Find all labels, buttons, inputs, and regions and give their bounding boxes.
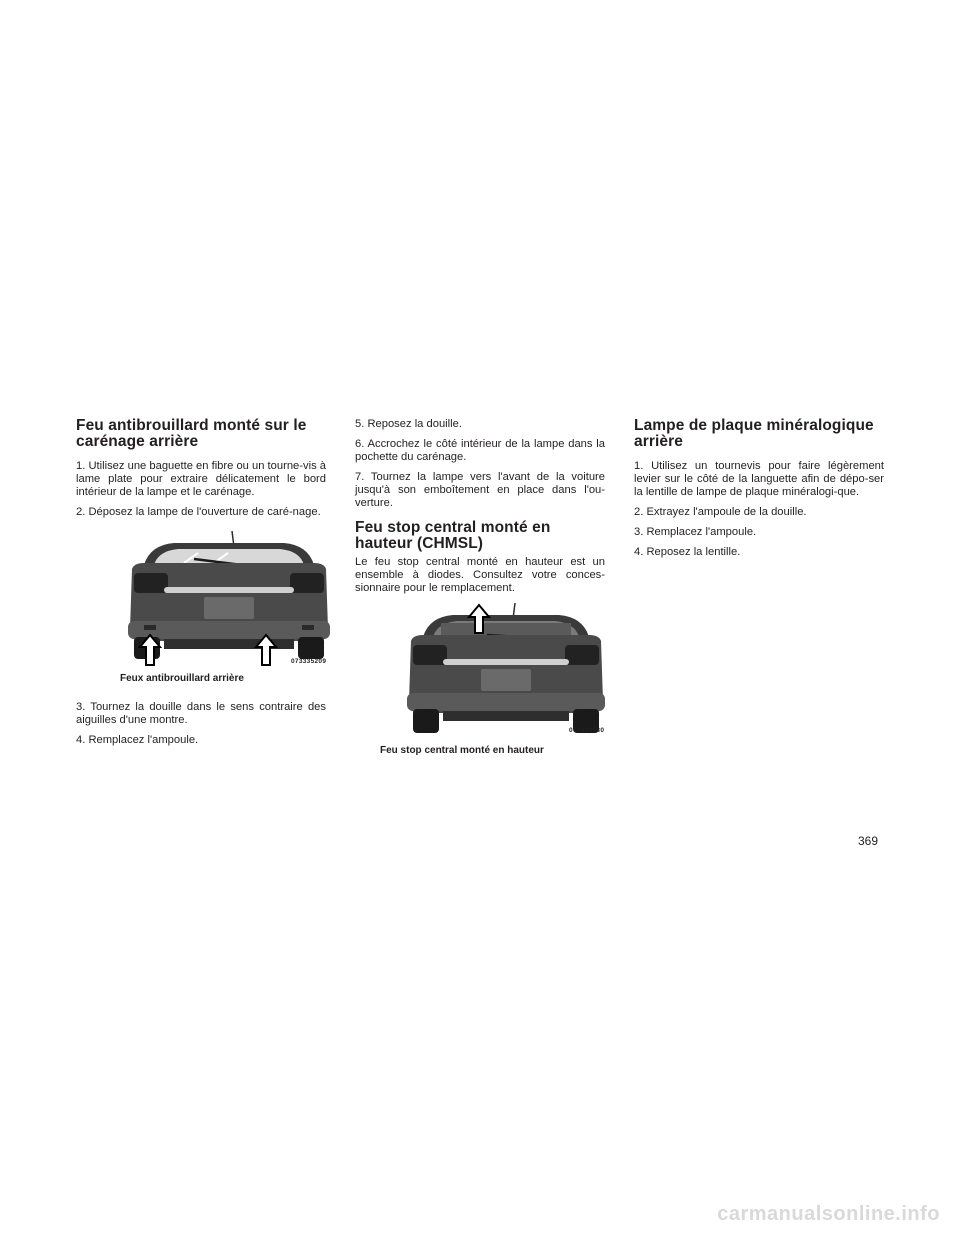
step-1-text: 1. Utilisez une baguette en fibre ou un tourne-vis à lame plate pour extraire délicatement le bord intérieur de la lampe et le carénage. [76,460,327,498]
figure-rear-fog-lamps [124,529,334,671]
step-6-text: 6. Accrochez le côté intérieur de la lampe dans la pochette du carénage. [355,438,605,463]
step-5-text: 5. Reposez la douille. [355,418,462,430]
watermark: carmanualsonline.info [717,1203,940,1225]
suv-rear-fog-illustration [124,529,334,671]
figure-number: 073310730 [569,727,605,734]
page-number: 369 [858,834,879,848]
figure-caption: Feux antibrouillard arrière [120,673,244,684]
step-4-text: 4. Remplacez l'ampoule. [76,734,199,746]
figure-caption: Feu stop central monté en hauteur [380,745,544,756]
chmsl-description: Le feu stop central monté en hauteur est un ensemble à diodes. Consultez votre conces-sionnaire pour le remplacement. [355,556,605,594]
step-2-text: 2. Déposez la lampe de l'ouverture de caré-nage. [76,506,321,518]
section-heading-rear-fog-lamp: Feu antibrouillard monté sur le carénage arrière [76,417,307,450]
step-7-text: 7. Tournez la lampe vers l'avant de la voiture jusqu'à son emboîtement en place dans l'ou-verture. [355,471,605,509]
column-1 [76,418,326,747]
figure-number: 073335209 [291,658,327,665]
section-heading-chmsl: Feu stop central monté en hauteur (CHMSL) [355,519,551,552]
column-2 [355,418,605,757]
column-3 [634,418,884,559]
section-heading-license-plate-lamp: Lampe de plaque minéralogique arrière [634,417,874,450]
suv-chmsl-illustration [401,603,611,743]
step-4-text: 4. Reposez la lentille. [634,546,741,558]
figure-chmsl [401,603,611,743]
step-3-text: 3. Remplacez l'ampoule. [634,526,757,538]
step-1-text: 1. Utilisez un tournevis pour faire légèrement levier sur le côté de la languette afin de dépo-ser la lentille de lampe de plaque minéralogi-que. [634,460,884,498]
step-3-text: 3. Tournez la douille dans le sens contraire des aiguilles d'une montre. [76,701,326,726]
step-2-text: 2. Extrayez l'ampoule de la douille. [634,506,807,518]
